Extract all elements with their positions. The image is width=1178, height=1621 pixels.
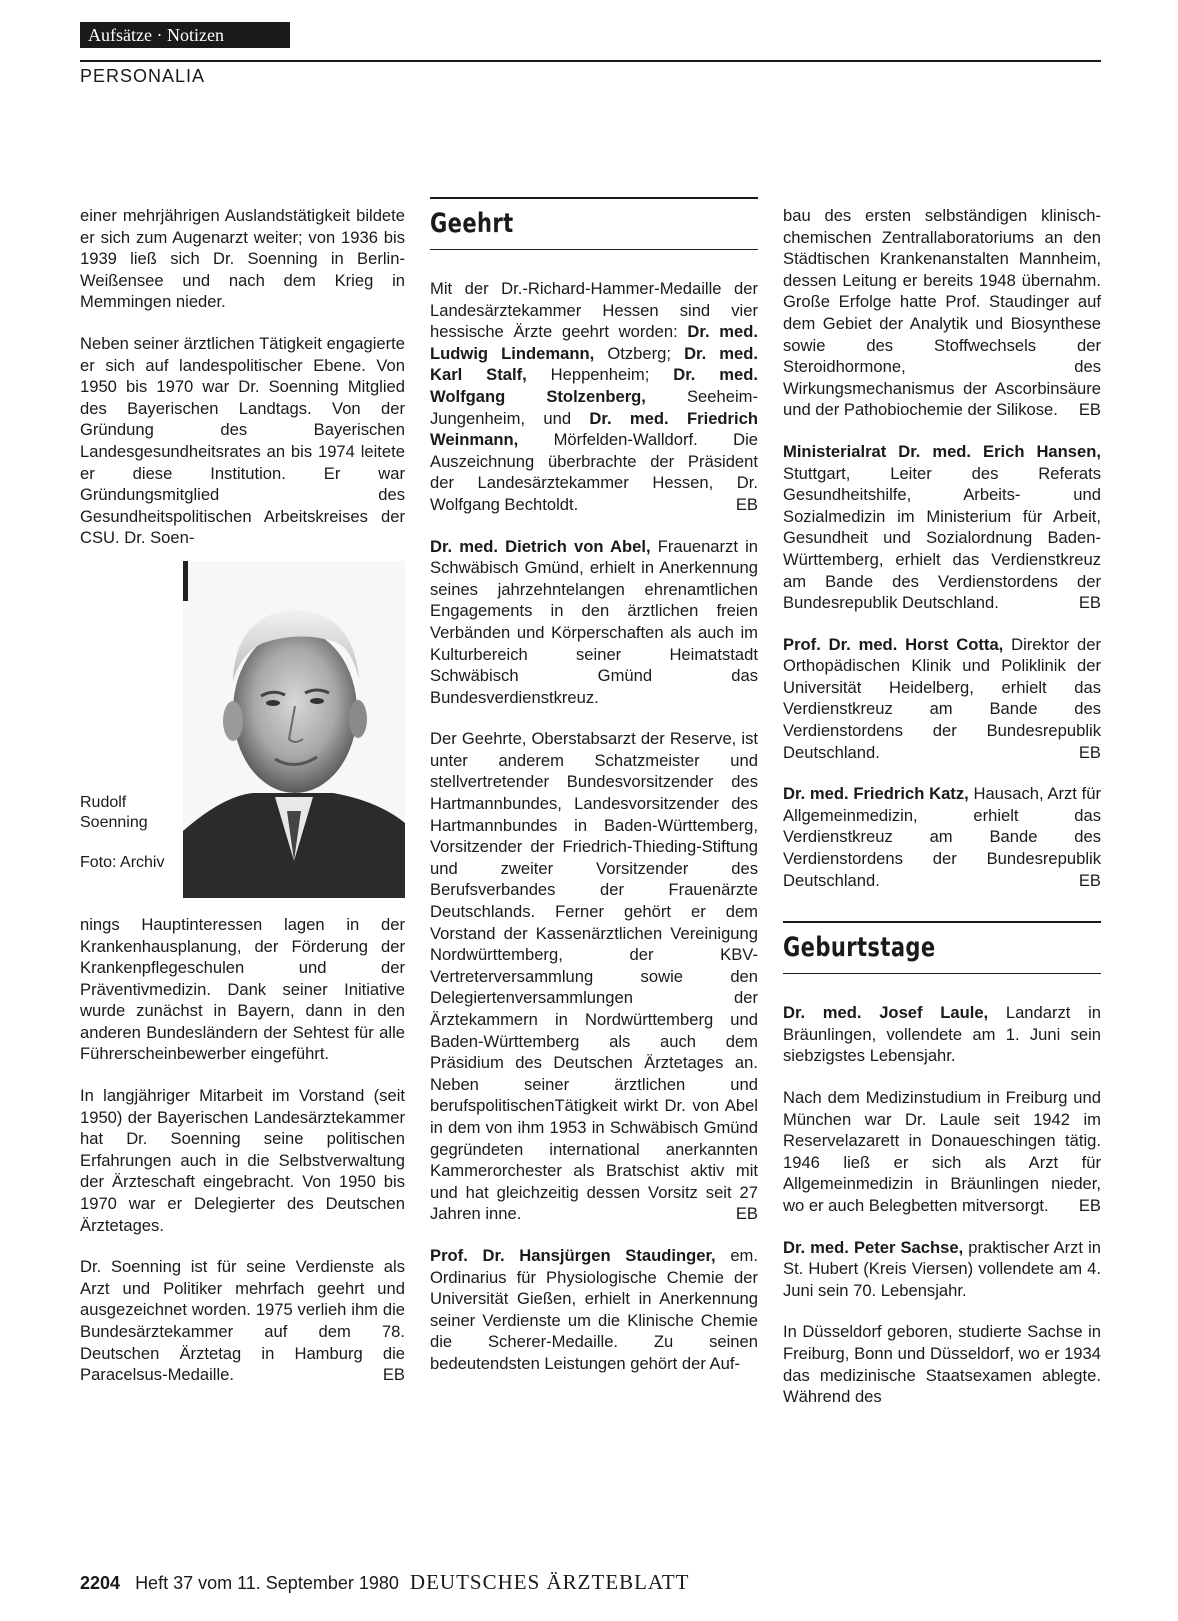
paragraph — [430, 536, 758, 709]
text: Direktor der Orthopädischen Klinik und Poliklinik der Universität Heidelberg, erhielt das Verdienstkreuz am Bande des Verdienstordens der Bundesrepublik Deutschland. — [783, 634, 1101, 762]
column-2 — [430, 205, 758, 1395]
paragraph: Neben seiner ärztlichen Tätigkeit engagierte er sich auf landespolitischer Ebene. Von 1950 bis 1970 war Dr. Soenning Mitglied des Bayerischen Landtags. Von der Gründung des Bayerischen Landesgesundheitsrates an bis 1974 leitete er diese Institution. Er war Gründungsmitglied des Gesundheitspolitischen Arbeitskreises der CSU. Dr. Soen- — [80, 333, 405, 548]
text: Mörfelden-Walldorf. Die Auszeichnung überbrachte der Präsident der Landesärztekammer Hessen, Dr. Wolfgang Bechtoldt. — [430, 430, 758, 514]
paragraph — [783, 1002, 1101, 1067]
person-name: Dr. med. Friedrich Weinmann, — [430, 408, 758, 450]
caption-name: Rudolf Soenning — [80, 793, 148, 831]
text: Mit der Dr.-Richard-Hammer-Medaille der Landesärztekammer Hessen sind vier hessische Ärzte geehrt worden: — [430, 279, 758, 342]
person-name: Prof. Dr. Hansjürgen Staudinger, — [430, 1245, 716, 1265]
text: Stuttgart, Leiter des Referats Gesundheitshilfe, Arbeits- und Sozialmedizin im Ministerium für Arbeit, Gesundheit und Sozialordnung Baden-Württemberg, erhielt das Verdienstkreuz am Bande des Verdienstordens der Bundesrepublik Deutschland. — [783, 463, 1101, 613]
person-name: Ministerialrat Dr. med. Erich Hansen, — [783, 441, 1101, 461]
paragraph: nings Hauptinteressen lagen in der Krankenhausplanung, der Förderung der Krankenpflegeschulen und der Präventivmedizin. Dank seiner Initiative wurde zunächst in Bayern, dann in den anderen Bundesländern der Sehtest für alle Führerscheinbewerber eingeführt. — [80, 914, 405, 1064]
text: em. Ordinarius für Physiologische Chemie der Universität Gießen, erhielt in Anerkennung seiner Verdienste um die Klinische Chemie die Scherer-Medaille. Zu seinen bedeutendsten Leistungen gehört der Auf- — [430, 1245, 758, 1373]
portrait-figure — [80, 561, 405, 898]
heading-rule — [783, 921, 1101, 923]
signature: EB — [382, 1365, 405, 1385]
portrait-image — [183, 561, 405, 898]
text: Der Geehrte, Oberstabsarzt der Reserve, ist unter anderem Schatzmeister und stellvertretender Bundesvorsitzender des Hartmannbundes, Landesvorsitzender des Hartmannbundes in Baden-Württemberg, Vorsitzender der Friedrich-Thieding-Stiftung und zweiter Vorsitzender des Berufsverbandes der Frauenärzte Deutschlands. Ferner gehört er dem Vorstand der Kassenärztlichen Vereinigung Nordwürttemberg, der KBV-Vertreterversammlung sowie den Delegiertenversammlungen der Ärztekammern in Nordwürttemberg und Baden-Württemberg als auch dem Präsidium des Deutschen Ärztetages an. Neben seiner ärztlichen und berufspolitischenTätigkeit wirkt Dr. von Abel in dem von ihm 1953 in Schwäbisch Gmünd gegründeten international anerkannten Kammerorchester als Bratschist aktiv mit und hat gleichzeitig dessen Vorsitz seit 27 Jahren inne. — [430, 729, 758, 1224]
paragraph — [430, 278, 758, 516]
page-number: 2204 — [80, 1573, 121, 1593]
rubric: PERSONALIA — [80, 66, 206, 86]
journal-title: DEUTSCHES ÄRZTEBLATT — [409, 1570, 690, 1594]
heading-rule — [430, 249, 758, 251]
issue-info: Heft 37 vom 11. September 1980 — [135, 1573, 399, 1593]
person-name: Dr. med. Karl Stalf, — [430, 343, 759, 385]
section-heading-geburtstage: Geburtstage — [783, 931, 936, 963]
portrait-photo — [183, 561, 405, 898]
text: In Düsseldorf geboren, studierte Sachse in Freiburg, Bonn und Düsseldorf, wo er 1934 das medizinische Staatsexamen ablegte. Während des — [783, 1322, 1101, 1407]
paragraph — [783, 1321, 1101, 1407]
person-name: Dr. med. Friedrich Katz, — [783, 784, 969, 804]
signature: EB — [1078, 400, 1101, 420]
text: Nach dem Medizinstudium in Freiburg und München war Dr. Laule seit 1942 im Reservelazarett in Donaueschingen tätig. 1946 ließ er sich als Arzt für Allgemeinmedizin in Bräunlingen nieder, wo er auch Belegbetten mitversorgt. — [783, 1088, 1101, 1215]
person-name: Dr. med. Wolfgang Stolzenberg, — [430, 365, 758, 406]
section-tab: Aufsätze · Notizen — [80, 22, 290, 48]
page-footer — [80, 1570, 689, 1595]
paragraph — [430, 1245, 758, 1375]
caption-credit: Foto: Archiv — [80, 853, 165, 871]
person-name: Dr. med. Peter Sachse, — [783, 1237, 964, 1257]
heading-rule — [783, 973, 1101, 975]
paragraph — [80, 1256, 405, 1386]
text: Heppenheim; — [526, 365, 674, 385]
paragraph — [783, 634, 1101, 764]
text: Frauenarzt in Schwäbisch Gmünd, erhielt in Anerkennung seines jahrzehntelangen ehrenamtlichen Engagements in den ärztlichen freien Verbänden und Körperschaften als auch im Kulturbereich seiner Heimatstadt Schwäbisch Gmünd das Bundesverdienstkreuz. — [430, 536, 758, 707]
signature: EB — [735, 494, 758, 514]
photo-caption — [80, 793, 180, 873]
text: praktischer Arzt in St. Hubert (Kreis Viersen) vollendete am 4. Juni sein 70. Lebensjahr. — [783, 1237, 1101, 1300]
paragraph — [783, 1087, 1101, 1217]
signature: EB — [1078, 870, 1101, 890]
section-heading-geehrt: Geehrt — [430, 207, 514, 239]
paragraph — [783, 783, 1101, 891]
signature: EB — [1078, 742, 1101, 762]
paragraph: In langjähriger Mitarbeit im Vorstand (seit 1950) der Bayerischen Landesärztekammer hat Dr. Soenning seine politischen Erfahrungen auch in die Selbstverwaltung der Ärzteschaft eingebracht. Von 1950 bis 1970 war er Delegierter des Deutschen Ärztetages. — [80, 1086, 405, 1235]
text: bau des ersten selbständigen klinisch-chemischen Zentrallaboratoriums an den Städtischen Krankenanstalten Mannheim, dessen Leitung er bereits 1948 übernahm. Große Erfolge hatte Prof. Staudinger auf dem Gebiet der Analytik und Biosynthese sowie des Stoffwechsels der Steroidhormone, des Wirkungsmechanismus der Ascorbinsäure und der Pathobiochemie der Silikose. — [783, 206, 1101, 420]
paragraph — [783, 1237, 1101, 1302]
person-name: Dr. med. Josef Laule, — [783, 1003, 989, 1023]
heading-rule — [430, 197, 758, 199]
text: Hausach, Arzt für Allgemeinmedizin, erhielt das Verdienstkreuz am Bande des Verdienstordens der Bundesrepublik Deutschland. — [783, 784, 1101, 890]
text: Seeheim-Jungenheim, und — [430, 386, 758, 428]
paragraph — [783, 441, 1101, 614]
column-3 — [783, 205, 1101, 1428]
column-1 — [80, 205, 405, 1406]
paragraph — [783, 205, 1101, 421]
text: Landarzt in Bräunlingen, vollendete am 1. Juni sein siebzigstes Lebensjahr. — [783, 1003, 1101, 1066]
text: Otzberg; — [594, 343, 685, 363]
person-name: Prof. Dr. med. Horst Cotta, — [783, 634, 1004, 654]
person-name: Dr. med. Dietrich von Abel, — [430, 536, 651, 556]
top-rule — [80, 60, 1101, 62]
signature: EB — [735, 1204, 758, 1224]
signature: EB — [1078, 593, 1101, 613]
person-name: Dr. med. Ludwig Lindemann, — [430, 322, 758, 363]
paragraph: einer mehrjährigen Auslandstätigkeit bildete er sich zum Augenarzt weiter; von 1936 bis 1939 ließ sich Dr. Soenning in Berlin-Weißensee und nach dem Krieg in Memmingen nieder. — [80, 206, 405, 312]
paragraph — [430, 728, 758, 1225]
signature: EB — [1078, 1195, 1101, 1215]
paragraph-text: Dr. Soenning ist für seine Verdienste als Arzt und Politiker mehrfach geehrt und ausgezeichnet worden. 1975 verlieh ihm die Bundesärztekammer auf dem 78. Deutschen Ärztetag in Hamburg die Paracelsus-Medaille. — [80, 1257, 405, 1385]
